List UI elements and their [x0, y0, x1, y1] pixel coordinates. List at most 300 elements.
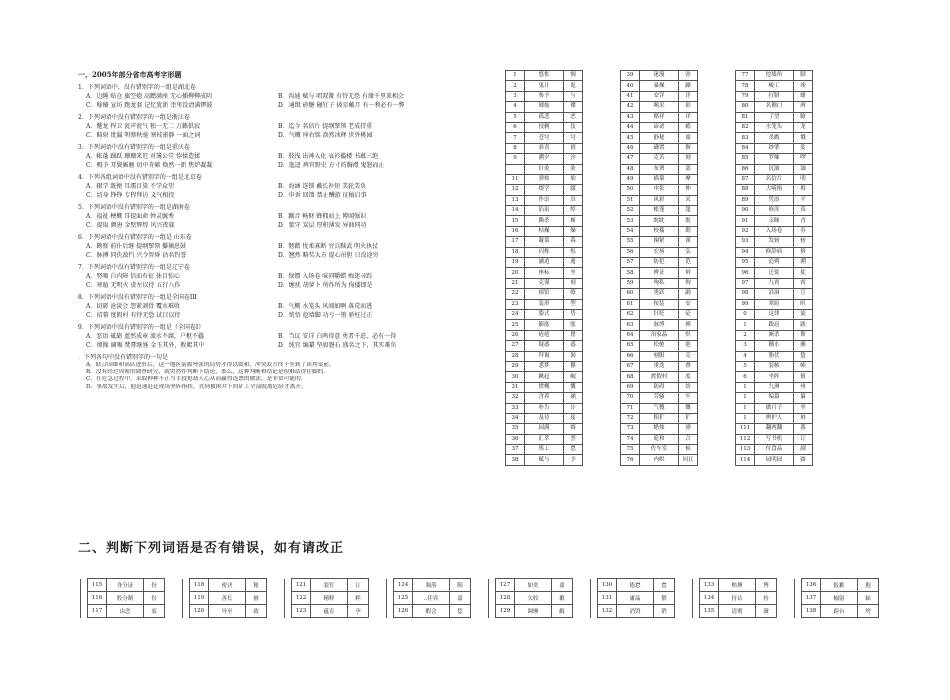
- table-row: [736, 185, 813, 195]
- word: 朴告: [525, 403, 564, 413]
- table-row: [621, 278, 698, 288]
- table-row: [621, 320, 698, 330]
- item-number: 44: [621, 122, 640, 132]
- table-row: [621, 133, 698, 143]
- spacer-cell: [183, 605, 190, 618]
- correction: 范: [679, 258, 698, 268]
- word: 克苦: [640, 154, 679, 164]
- item-number: 129: [496, 605, 515, 618]
- correction: 陨: [450, 579, 471, 592]
- correction: 攥: [564, 361, 583, 371]
- correction: 弛: [679, 341, 698, 351]
- item-number: 72: [621, 413, 640, 423]
- correction: 竣: [794, 81, 813, 91]
- correction: 慨: [679, 403, 698, 413]
- item-number: 79: [736, 91, 755, 101]
- option-row: [78, 251, 498, 260]
- item-number: 50: [621, 185, 640, 195]
- table-row: [621, 206, 698, 216]
- section1: [78, 70, 498, 391]
- word: 付食品: [755, 445, 794, 455]
- table-row: [736, 320, 813, 330]
- question-stem: 6．下列词语中没有错别字的一组是 山东卷: [78, 234, 192, 241]
- correction: 敝: [552, 605, 573, 618]
- option: D．惦守 炭层 厚积薄发 异曲同功: [278, 222, 367, 229]
- item-number: 118: [190, 579, 209, 592]
- correction: 坐: [794, 403, 813, 413]
- item-number: 112: [736, 434, 755, 444]
- word: 苍穹: [525, 133, 564, 143]
- correction: 叠: [679, 361, 698, 371]
- word: 名侧口: [755, 102, 794, 112]
- item-number: 4: [736, 351, 755, 361]
- table-row: [736, 258, 813, 268]
- table-row: [489, 592, 573, 605]
- table-row: [506, 289, 583, 299]
- word: 调摩: [515, 605, 552, 618]
- item-number: 94: [736, 247, 755, 257]
- table-row: [489, 579, 573, 592]
- question-stem: 4．下列各组词语中没有错别字的一组是北京卷: [78, 174, 202, 181]
- word: 粗犷: [640, 413, 679, 423]
- item-number: 23: [506, 299, 525, 309]
- option-row: [78, 311, 498, 320]
- spacer-cell: [693, 605, 700, 618]
- item-number: 49: [621, 174, 640, 184]
- word: 纱挲: [755, 143, 794, 153]
- item-number: 69: [621, 382, 640, 392]
- word: 松驰: [640, 341, 679, 351]
- correction: 禧: [564, 143, 583, 153]
- item-number: 55: [621, 237, 640, 247]
- spacer-cell: [489, 592, 496, 605]
- table-row: [506, 133, 583, 143]
- table-row: [506, 164, 583, 174]
- word: 治家晶: [640, 330, 679, 340]
- correction: 荟: [564, 434, 583, 444]
- option: D．恍悟 挖墙脚 功亏一篑 骄枉过正: [278, 312, 373, 319]
- item-number: 20: [506, 268, 525, 278]
- correction: 宣: [794, 289, 813, 299]
- table-row: [506, 247, 583, 257]
- table-row: [621, 341, 698, 351]
- spacer-cell: [285, 605, 292, 618]
- correction: 穹: [564, 133, 583, 143]
- item-number: 80: [736, 102, 755, 112]
- sentence-option: B．没有经过周密的调查研究，就贸然作判断下结论，那么，这种判断和结论是很难站得住脚的。: [86, 369, 330, 376]
- correction: 脚: [794, 71, 813, 81]
- word: 清彻: [719, 605, 756, 618]
- word: 修浑: [755, 206, 794, 216]
- word: 坐阵: [755, 372, 794, 382]
- correction: 瞭: [794, 112, 813, 122]
- word: 赔搏: [719, 579, 756, 592]
- item-number: 67: [621, 361, 640, 371]
- correction: 嘉: [450, 592, 471, 605]
- table-row: [736, 247, 813, 257]
- item-number: 120: [190, 605, 209, 618]
- table-row: [506, 330, 583, 340]
- correction: 孕: [348, 605, 369, 618]
- table-row: [489, 605, 573, 618]
- table-row: [506, 413, 583, 423]
- word: 勇跃: [640, 289, 679, 299]
- table-row: [506, 174, 583, 184]
- word: 欠收: [515, 592, 552, 605]
- word: 园明园: [755, 455, 794, 465]
- table-row: [621, 382, 698, 392]
- table-row: [621, 143, 698, 153]
- option: C．稼穑 宣坊 跑龙套 记忆犹新 歪里没清满锣鼓: [86, 102, 213, 109]
- bottom-table: [794, 578, 879, 618]
- correction: 圆: [794, 455, 813, 465]
- word: 导至: [209, 605, 246, 618]
- correction: 恶: [564, 112, 583, 122]
- item-number: 124: [394, 579, 413, 592]
- table-row: [736, 164, 813, 174]
- correction: 秘: [246, 579, 267, 592]
- bottom-table: [182, 578, 267, 618]
- word: 跨台: [821, 605, 858, 618]
- item-number: 19: [506, 258, 525, 268]
- table-row: [621, 237, 698, 247]
- word: 辨证: [640, 268, 679, 278]
- word: 针贬: [640, 309, 679, 319]
- item-number: 132: [598, 605, 617, 618]
- word: 密诀: [209, 579, 246, 592]
- word: 膨涨: [525, 320, 564, 330]
- table-row: [736, 403, 813, 413]
- item-number: 58: [621, 268, 640, 278]
- word: 及待: [525, 413, 564, 423]
- option: D．申诉 回馈 禁止酬游 征稿启事: [278, 192, 367, 199]
- table-row: [285, 592, 369, 605]
- table-row: [621, 372, 698, 382]
- correction: 部: [679, 164, 698, 174]
- option-row: [78, 272, 498, 281]
- item-number: 130: [598, 579, 617, 592]
- correction: 祟: [564, 195, 583, 205]
- table-row: [736, 393, 813, 403]
- correction: 犷: [679, 413, 698, 423]
- table-row: [621, 91, 698, 101]
- question: [78, 263, 498, 290]
- sentence-option: A．联合国维和部队进驻后，这一地区箭拔弩张的局势才得以缓和，冲突双方终于坐到了谈判桌前。: [86, 362, 335, 368]
- option: B．海涵 连锁 戴长补短 美轮美奂: [278, 183, 367, 190]
- word: 针灸: [525, 164, 564, 174]
- correction: 猥: [654, 592, 675, 605]
- option: B．迄今 名信片 提纲挈领 老成持重: [278, 123, 373, 130]
- correction: 璨: [564, 102, 583, 112]
- word: 庸晶: [617, 592, 654, 605]
- table-row: [506, 143, 583, 153]
- table-row: [795, 579, 879, 592]
- item-number: 121: [292, 579, 311, 592]
- word: 峻工: [755, 81, 794, 91]
- word: 发轫: [755, 237, 794, 247]
- word: 克谨: [525, 278, 564, 288]
- question: [78, 83, 498, 110]
- table-row: [795, 592, 879, 605]
- word: 溯夕: [525, 154, 564, 164]
- correction: 粹: [348, 592, 369, 605]
- table-row: [736, 341, 813, 351]
- table-row: [387, 605, 471, 618]
- spacer-cell: [489, 605, 496, 618]
- word: 璀灿: [525, 102, 564, 112]
- correction: 辍: [564, 185, 583, 195]
- item-number: 1: [736, 403, 755, 413]
- correction: 摩: [679, 174, 698, 184]
- option: A．福祉 梗概 耳提面命 钟灵毓秀: [86, 213, 175, 220]
- correction: 型: [564, 299, 583, 309]
- item-number: 1: [736, 413, 755, 423]
- correction: 搏: [679, 320, 698, 330]
- item-number: 82: [736, 122, 755, 132]
- item-number: 136: [802, 579, 821, 592]
- option-row: [78, 242, 498, 251]
- correction: 漂: [679, 424, 698, 434]
- table-row: [506, 361, 583, 371]
- correction: 予: [564, 455, 583, 465]
- item-number: 24: [506, 309, 525, 319]
- item-number: 86: [736, 164, 755, 174]
- correction: 谒: [564, 351, 583, 361]
- option-row: [78, 221, 498, 230]
- word: 赋与: [525, 455, 564, 465]
- word: 报歉: [821, 579, 858, 592]
- correction: 躁: [679, 81, 698, 91]
- table-row: [506, 455, 583, 465]
- table-row: [591, 579, 675, 592]
- word: 防碍: [640, 382, 679, 392]
- item-number: 53: [621, 216, 640, 226]
- word: 沿洞: [755, 289, 794, 299]
- correction: 致: [246, 605, 267, 618]
- table-row: [736, 361, 813, 371]
- correction: 诡: [564, 81, 583, 91]
- correction: 妨: [679, 382, 698, 392]
- word: 鬼计: [525, 81, 564, 91]
- question-stem: 5．下列词语中没有错别字的一组是湖南卷: [78, 204, 190, 211]
- word: 凝慕: [525, 237, 564, 247]
- item-number: 3: [506, 91, 525, 101]
- option: B．气概 水笼头 风闻如啊 落荒而逃: [278, 303, 373, 310]
- correction: 娑: [794, 143, 813, 153]
- item-number: 65: [621, 341, 640, 351]
- option: D．翘然 略奖大方 提心吊胆 日没途穷: [278, 252, 379, 259]
- option-row: [78, 332, 498, 341]
- spacer-cell: [591, 605, 598, 618]
- table-row: [506, 112, 583, 122]
- option: B．保镖 入场卷 味同嚼蜡 痴迷寻踪: [278, 273, 373, 280]
- word: 悉梦: [525, 361, 564, 371]
- item-number: 28: [506, 351, 525, 361]
- word: 如奕: [515, 579, 552, 592]
- item-number: 73: [621, 424, 640, 434]
- item-number: 71: [621, 403, 640, 413]
- option: A．边陲 贴仓 旗空炮 高瞻满座 无心插柳柳成阴: [86, 93, 212, 100]
- question-stem: 7．下列词语中没有错别字的一组是辽宁卷: [78, 264, 190, 271]
- table-row: [506, 226, 583, 236]
- spacer-cell: [489, 579, 496, 592]
- item-number: 5: [736, 361, 755, 371]
- item-number: 90: [736, 206, 755, 216]
- option-row: [78, 191, 498, 200]
- item-number: 96: [736, 268, 755, 278]
- word: ..佳宾: [413, 592, 450, 605]
- table-row: [693, 579, 777, 592]
- table-row: [736, 278, 813, 288]
- spacer-cell: [285, 579, 292, 592]
- word: 寒暄: [755, 299, 794, 309]
- spacer-cell: [387, 579, 394, 592]
- table-row: [736, 112, 813, 122]
- word: 修辞病: [755, 247, 794, 257]
- word: 技俩: [525, 122, 564, 132]
- item-number: 57: [621, 258, 640, 268]
- correction: 度: [679, 372, 698, 382]
- correction: 弥: [679, 71, 698, 81]
- correction: 扮: [756, 592, 777, 605]
- item-number: 4: [506, 102, 525, 112]
- word: 诡和: [640, 434, 679, 444]
- item-number: 126: [394, 605, 413, 618]
- table-row: [506, 71, 583, 81]
- question: [78, 143, 498, 170]
- question-list: [78, 83, 498, 350]
- correction: 怠: [564, 445, 583, 455]
- word: 凭添: [755, 195, 794, 205]
- option: A．勘察 前仆后继 提纲挈领 攥摘息鼓: [86, 243, 187, 250]
- correction: 岌: [564, 413, 583, 423]
- question: [78, 233, 498, 260]
- item-number: 63: [621, 320, 640, 330]
- table-row: [506, 154, 583, 164]
- table-row: [736, 309, 813, 319]
- item-number: 133: [700, 579, 719, 592]
- item-number: 78: [736, 81, 755, 91]
- item-number: 31: [506, 382, 525, 392]
- item-number: 87: [736, 174, 755, 184]
- table-row: [621, 424, 698, 434]
- item-number: 122: [292, 592, 311, 605]
- word: 布署: [640, 164, 679, 174]
- correction: 缭: [564, 289, 583, 299]
- correction: 胀: [564, 320, 583, 330]
- question: [78, 173, 498, 200]
- correction: 博: [756, 579, 777, 592]
- option-row: [78, 302, 498, 311]
- table-row: [621, 164, 698, 174]
- word: 姿式: [525, 309, 564, 319]
- word: 赌祥: [640, 112, 679, 122]
- sentence-option: C．在危急过程中，采取种种不正当手段抢劫人心从而赢得选票的做法，是非常可能的。: [86, 376, 307, 383]
- table-row: [621, 174, 698, 184]
- word: 挖墙角: [755, 71, 794, 81]
- table-row: [506, 206, 583, 216]
- correction: 辐: [858, 592, 879, 605]
- item-number: 93: [736, 237, 755, 247]
- item-number: 38: [506, 455, 525, 465]
- correction: 彩: [679, 102, 698, 112]
- correction: 暮: [564, 237, 583, 247]
- word: 装钉: [311, 579, 348, 592]
- correction: 惫: [564, 330, 583, 340]
- option: C．切身 铮铮 专程拜访 义气相投: [86, 192, 175, 199]
- correction: 同讧: [679, 455, 698, 465]
- table-row: [736, 154, 813, 164]
- table-row: [736, 351, 813, 361]
- table-row: [621, 455, 698, 465]
- word: 防犯: [640, 258, 679, 268]
- bottom-table: [386, 578, 471, 618]
- word: 沉湎: [755, 164, 794, 174]
- word: 九洲: [755, 382, 794, 392]
- table-row: [621, 445, 698, 455]
- correction: 势: [564, 309, 583, 319]
- word: 礴置: [640, 143, 679, 153]
- word: 股分制: [107, 592, 144, 605]
- word: 穗水: [755, 341, 794, 351]
- question-stem: 2．下列词语中没有错别字的一组是浙江卷: [78, 114, 190, 121]
- word: 疑惑: [525, 341, 564, 351]
- word: 厮杀: [755, 330, 794, 340]
- item-number: 56: [621, 247, 640, 257]
- word: 安详: [640, 91, 679, 101]
- item-number: 51: [621, 195, 640, 205]
- table-row: [736, 268, 813, 278]
- word: 园满: [525, 424, 564, 434]
- table-row: [736, 226, 813, 236]
- item-number: 1: [736, 320, 755, 330]
- table-row: [621, 309, 698, 319]
- spacer-cell: [693, 592, 700, 605]
- item-number: 76: [621, 455, 640, 465]
- table-row: [693, 592, 777, 605]
- item-number: 60: [621, 289, 640, 299]
- table-row: [736, 102, 813, 112]
- option: C．畸射 纰漏 明察秋毫 寒枝雀静 一面之词: [86, 132, 201, 139]
- item-number: 114: [736, 455, 755, 465]
- table-row: [506, 341, 583, 351]
- correction: 坐: [564, 268, 583, 278]
- word: 愤概: [525, 382, 564, 392]
- option: B．肢浅 出神入化 哀衫褴楼 书蕴三绝: [278, 153, 379, 160]
- table-row: [736, 434, 813, 444]
- table-row: [183, 605, 267, 618]
- table-row: [506, 445, 583, 455]
- question: [78, 203, 498, 230]
- section2-title: 二、判断下列词语是否有错误，如有请改正: [78, 541, 345, 556]
- bottom-table: [488, 578, 573, 618]
- item-number: 111: [736, 424, 755, 434]
- word: 悠怅: [525, 71, 564, 81]
- word: 九霄: [755, 278, 794, 288]
- table-row: [81, 579, 165, 592]
- correction: 修: [794, 247, 813, 257]
- item-number: 89: [736, 195, 755, 205]
- table-row: [736, 424, 813, 434]
- word: 喝采: [640, 102, 679, 112]
- table-row: [621, 258, 698, 268]
- question-stem: 1．下列词语中，没有错别字的一组是湖北卷: [78, 84, 196, 91]
- word: 帐蓬: [640, 206, 679, 216]
- option-row: [78, 131, 498, 140]
- item-number: 99: [736, 299, 755, 309]
- table-row: [506, 393, 583, 403]
- table-row: [736, 237, 813, 247]
